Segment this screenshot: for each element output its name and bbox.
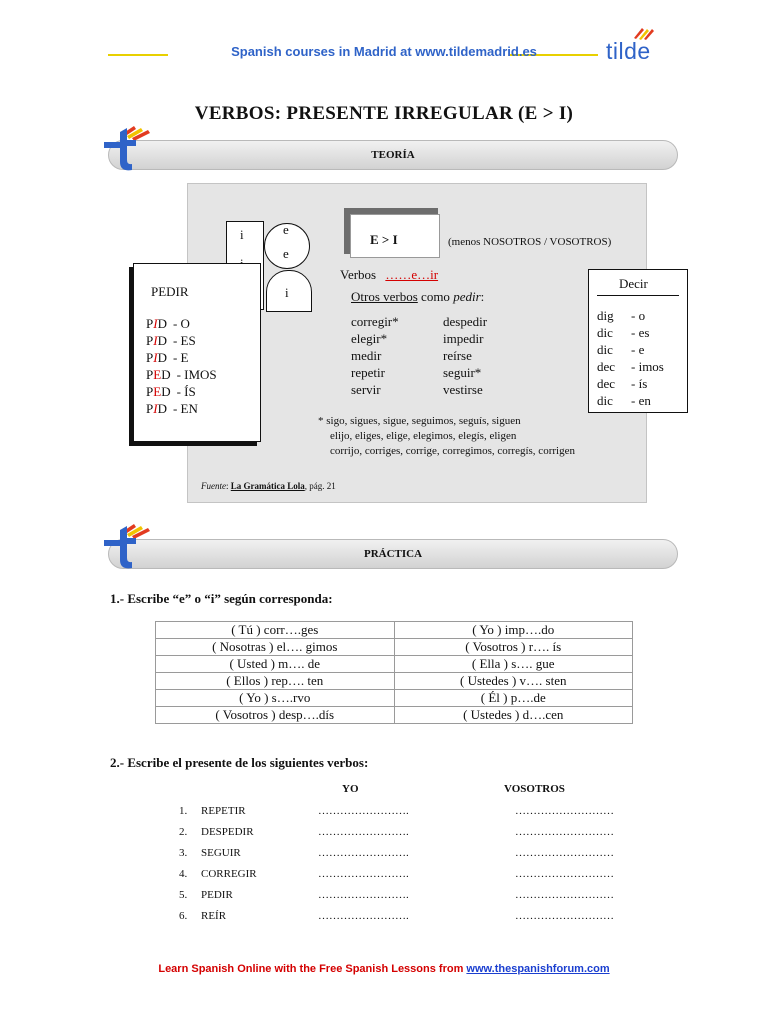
verb-item: reírse (443, 348, 472, 363)
table-row (156, 622, 633, 639)
table-cell: ( Vosotros ) r…. ís (394, 639, 633, 656)
verb-item: corregir* (351, 314, 399, 329)
stem-letter: i (285, 285, 289, 300)
table-cell: ( Nosotras ) el…. gimos (156, 639, 395, 656)
verb-item: elegir* (351, 331, 388, 346)
verb-name: SEGUIR (201, 847, 241, 859)
pedir-conjugation-row (146, 367, 217, 383)
verb-item: medir (351, 348, 382, 363)
stem-part: P (146, 350, 154, 365)
pedir-conjugation-row (146, 333, 196, 349)
decir-conjugation-row (597, 308, 645, 324)
decir-conjugation-box (588, 269, 688, 413)
stem-part: dig (597, 308, 614, 323)
ending: - ÍS (176, 384, 196, 399)
practice-section-label: PRÁCTICA (363, 548, 423, 560)
verb-number: 6. (179, 910, 188, 922)
verbos-pattern: Verbos ……e…ir (340, 267, 439, 282)
yo-answer-blank[interactable]: ……………………. (318, 910, 409, 922)
yo-answer-blank[interactable]: ……………………. (318, 826, 409, 838)
stem-vowel: E (153, 384, 162, 399)
stem-part: D (161, 367, 171, 382)
verb-name: REPETIR (201, 805, 246, 817)
table-row (156, 656, 633, 673)
verb-number: 4. (179, 868, 188, 880)
table-cell: ( Ella ) s…. gue (394, 656, 633, 673)
t-logo-icon (96, 516, 160, 574)
decir-conjugation-row (597, 359, 664, 375)
vosotros-answer-blank[interactable]: ……………………… (515, 910, 614, 922)
ending: - es (631, 325, 650, 340)
ending: - e (631, 342, 645, 357)
verb-name: REÍR (201, 910, 227, 922)
table-row (156, 639, 633, 656)
column-header-yo: YO (342, 783, 359, 795)
pedir-title: PEDIR (151, 284, 189, 299)
verb-item: servir (351, 382, 381, 397)
pedir-conjugation-row (146, 350, 189, 366)
vosotros-answer-blank[interactable]: ……………………… (515, 868, 614, 880)
table-cell: ( Ellos ) rep…. ten (156, 673, 395, 690)
verb-number: 2. (179, 826, 188, 838)
verb-number: 1. (179, 805, 188, 817)
stem-part: P (146, 367, 154, 382)
vosotros-answer-blank[interactable]: ……………………… (515, 805, 614, 817)
vosotros-answer-blank[interactable]: ……………………… (515, 847, 614, 859)
vosotros-answer-blank[interactable]: ……………………… (515, 826, 614, 838)
table-cell: ( Usted ) m…. de (156, 656, 395, 673)
table-row (156, 707, 633, 724)
ending: - ís (631, 376, 648, 391)
yo-answer-blank[interactable]: ……………………. (318, 847, 409, 859)
table-cell: ( Ustedes ) v…. sten (394, 673, 633, 690)
tilde-logo: tilde (606, 38, 651, 64)
otros-verbos-heading: Otros verbos como pedir: (351, 289, 485, 304)
ending: - EN (172, 401, 198, 416)
stem-part: D (157, 316, 167, 331)
decir-conjugation-row (597, 376, 647, 392)
theory-section-bar (108, 140, 678, 170)
table-cell: ( Tú ) corr….ges (156, 622, 395, 639)
footer-link[interactable]: www.thespanishforum.com (466, 963, 610, 975)
verb-item: vestirse (443, 382, 483, 397)
exercise1-title: 1.- Escribe “e” o “i” según corresponda: (110, 591, 333, 606)
verb-number: 5. (179, 889, 188, 901)
rule-box (344, 208, 438, 254)
footer: Learn Spanish Online with the Free Spanish Lessons from www.thespanishforum.com (158, 963, 610, 975)
stem-vowel: I (153, 316, 158, 331)
stem-letter: e (283, 222, 289, 237)
vosotros-answer-blank[interactable]: ……………………… (515, 889, 614, 901)
table-row (156, 690, 633, 707)
yo-answer-blank[interactable]: ……………………. (318, 805, 409, 817)
decir-title: Decir (619, 276, 648, 291)
stem-part: P (146, 333, 154, 348)
stem-part: dic (597, 393, 613, 408)
stem-part: D (157, 333, 167, 348)
stem-vowel: I (153, 401, 158, 416)
exercise2-title: 2.- Escribe el presente de los siguientes verbos: (110, 755, 369, 770)
stem-vowel: I (153, 333, 158, 348)
table-cell: ( Ustedes ) d….cen (394, 707, 633, 724)
pedir-conjugation-box (133, 263, 261, 442)
stem-part: D (161, 384, 171, 399)
verb-item: repetir (351, 365, 385, 380)
ending: - E (172, 350, 189, 365)
ending: - O (172, 316, 190, 331)
stem-part: D (157, 350, 167, 365)
pedir-conjugation-row (146, 384, 196, 400)
verb-name: PEDIR (201, 889, 233, 901)
stem-part: dic (597, 342, 613, 357)
stem-part: D (157, 401, 167, 416)
decir-conjugation-row (597, 393, 651, 409)
verb-name: CORREGIR (201, 868, 257, 880)
ending: - imos (631, 359, 664, 374)
ending: - IMOS (176, 367, 217, 382)
decir-conjugation-row (597, 325, 649, 341)
practice-section-bar (108, 539, 678, 569)
stem-letter: e (283, 246, 289, 261)
stem-part: P (146, 401, 154, 416)
stem-part: dec (597, 376, 616, 391)
stem-vowel: E (153, 367, 162, 382)
stem-part: dec (597, 359, 616, 374)
ending: - ES (172, 333, 196, 348)
rule-text: E > I (370, 232, 398, 247)
verb-name: DESPEDIR (201, 826, 254, 838)
irregular-note: elijo, eliges, elige, elegimos, elegís, eligen (330, 430, 517, 442)
page-title: VERBOS: PRESENTE IRREGULAR (E > I) (194, 103, 574, 124)
verb-item: impedir (443, 331, 484, 346)
irregular-note: corrijo, corriges, corrige, corregimos, corregís, corrigen (330, 445, 575, 457)
pedir-conjugation-row (146, 316, 190, 332)
stem-part: dic (597, 325, 613, 340)
ending: - o (631, 308, 646, 323)
ending: - en (631, 393, 651, 408)
stem-part: P (146, 384, 154, 399)
verb-number: 3. (179, 847, 188, 859)
theory-section-label: TEORÍA (371, 149, 415, 161)
verb-item: despedir (443, 314, 488, 329)
header-tagline: Spanish courses in Madrid at www.tildemadrid.es (231, 44, 537, 59)
exercise1-table (155, 621, 633, 724)
table-cell: ( Yo ) imp….do (394, 622, 633, 639)
source-credit: Fuente: La Gramática Lola, pág. 21 (201, 481, 336, 491)
decir-conjugation-row (597, 342, 644, 358)
table-cell: ( Yo ) s….rvo (156, 690, 395, 707)
rule-note: (menos NOSOTROS / VOSOTROS) (448, 236, 612, 248)
irregular-note: * sigo, sigues, sigue, seguimos, seguís, siguen (318, 415, 521, 427)
yo-answer-blank[interactable]: ……………………. (318, 868, 409, 880)
t-logo-icon (96, 118, 160, 176)
yo-answer-blank[interactable]: ……………………. (318, 889, 409, 901)
pedir-conjugation-row (146, 401, 198, 417)
stem-vowel: I (153, 350, 158, 365)
table-cell: ( Él ) p….de (394, 690, 633, 707)
verb-item: seguir* (443, 365, 482, 380)
table-cell: ( Vosotros ) desp….dís (156, 707, 395, 724)
column-header-vosotros: VOSOTROS (504, 783, 565, 795)
table-row (156, 673, 633, 690)
stem-part: P (146, 316, 154, 331)
stem-letter: i (240, 227, 244, 242)
